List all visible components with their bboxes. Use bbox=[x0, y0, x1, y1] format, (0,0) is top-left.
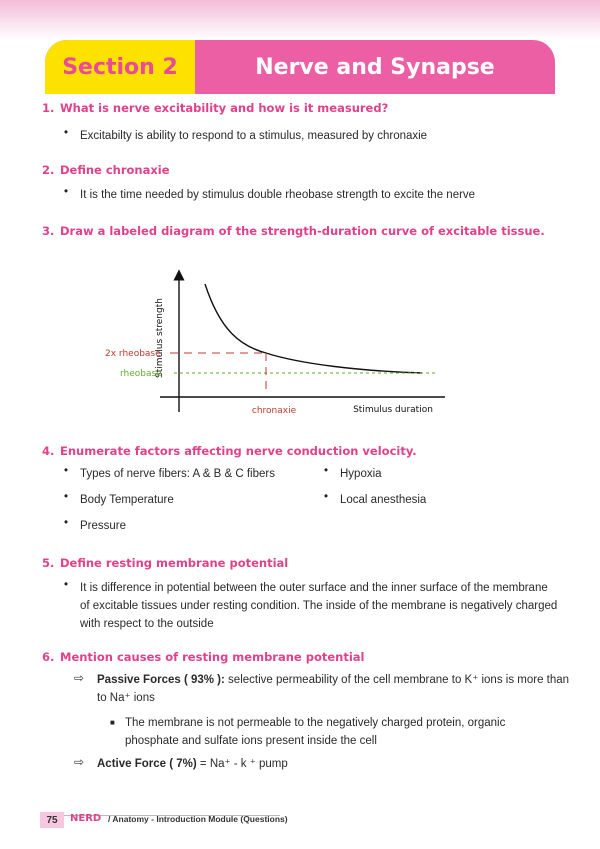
passive-text-continued: to Na⁺ ions bbox=[97, 692, 155, 704]
question-1 bbox=[42, 101, 388, 115]
bullet: • bbox=[64, 465, 69, 477]
question-number: 5. bbox=[42, 556, 55, 570]
top-fade bbox=[0, 0, 600, 40]
question-6 bbox=[42, 650, 364, 664]
question-text: Define chronaxie bbox=[60, 163, 170, 177]
bullet: • bbox=[324, 465, 329, 477]
bullet: • bbox=[324, 491, 329, 503]
chronaxie-label: chronaxie bbox=[251, 406, 297, 416]
question-text: Draw a labeled diagram of the strength-duration curve of excitable tissue. bbox=[60, 224, 545, 238]
question-text: Define resting membrane potential bbox=[60, 556, 289, 570]
factor-item: Hypoxia bbox=[340, 468, 382, 480]
strength-duration-curve bbox=[205, 284, 422, 373]
section-header bbox=[45, 40, 555, 94]
answer-5-line: with respect to the outside bbox=[80, 618, 214, 630]
question-number: 2. bbox=[42, 163, 55, 177]
passive-subpoint: phosphate and sulfate ions present inside the cell bbox=[125, 735, 377, 747]
question-text: What is nerve excitability and how is it measured? bbox=[60, 101, 389, 115]
page-number: 75 bbox=[40, 812, 64, 828]
answer-5-line: of excitable tissues under resting condition. The inside of the membrane is negatively charged bbox=[80, 600, 558, 612]
passive-forces bbox=[97, 671, 569, 689]
question-number: 4. bbox=[42, 444, 55, 458]
bullet: • bbox=[64, 186, 69, 198]
footer-text: / Anatomy - Introduction Module (Questions) bbox=[108, 814, 288, 824]
y-axis-label: Stimulus strength bbox=[155, 298, 165, 378]
brand-logo: NERD bbox=[70, 813, 102, 824]
rheobase-label: rheobase bbox=[120, 369, 162, 379]
factor-item: Pressure bbox=[80, 520, 127, 532]
arrow-icon: ⇨ bbox=[74, 755, 85, 769]
double-rheobase-label: 2x rheobase bbox=[105, 349, 161, 359]
passive-subpoint: The membrane is not permeable to the negatively charged protein, organic bbox=[125, 717, 506, 729]
square-bullet: ■ bbox=[110, 718, 115, 727]
factor-item: Types of nerve fibers: A & B & C fibers bbox=[80, 468, 275, 480]
question-2 bbox=[42, 163, 170, 177]
question-number: 6. bbox=[42, 650, 55, 664]
passive-label: Passive Forces ( 93% ): bbox=[97, 674, 225, 686]
question-3 bbox=[42, 224, 545, 238]
arrow-icon: ⇨ bbox=[74, 671, 85, 685]
active-force bbox=[97, 755, 288, 773]
bullet: • bbox=[64, 491, 69, 503]
answer-2: It is the time needed by stimulus double rheobase strength to excite the nerve bbox=[80, 189, 476, 201]
question-4 bbox=[42, 444, 417, 458]
x-axis-label: Stimulus duration bbox=[353, 405, 433, 415]
bullet: • bbox=[64, 579, 69, 591]
section-label: Section 2 bbox=[45, 40, 195, 94]
factor-item: Body Temperature bbox=[80, 494, 174, 506]
strength-duration-diagram bbox=[100, 250, 460, 425]
bullet: • bbox=[64, 517, 69, 529]
answer-5-line: It is difference in potential between the outer surface and the inner surface of the membrane bbox=[80, 582, 548, 594]
bullet: • bbox=[64, 127, 69, 139]
question-number: 1. bbox=[42, 101, 55, 115]
factor-item: Local anesthesia bbox=[340, 494, 427, 506]
page-title: Nerve and Synapse bbox=[255, 54, 495, 80]
question-text: Enumerate factors affecting nerve conduction velocity. bbox=[60, 444, 417, 458]
question-number: 3. bbox=[42, 224, 55, 238]
active-text: = Na⁺ - k ⁺ pump bbox=[199, 758, 288, 770]
question-5 bbox=[42, 556, 288, 570]
passive-text: selective permeability of the cell membrane to K⁺ ions is more than bbox=[228, 674, 570, 686]
question-text: Mention causes of resting membrane potential bbox=[60, 650, 365, 664]
active-label: Active Force ( 7%) bbox=[97, 758, 197, 770]
answer-1: Excitabilty is ability to respond to a stimulus, measured by chronaxie bbox=[80, 130, 428, 142]
